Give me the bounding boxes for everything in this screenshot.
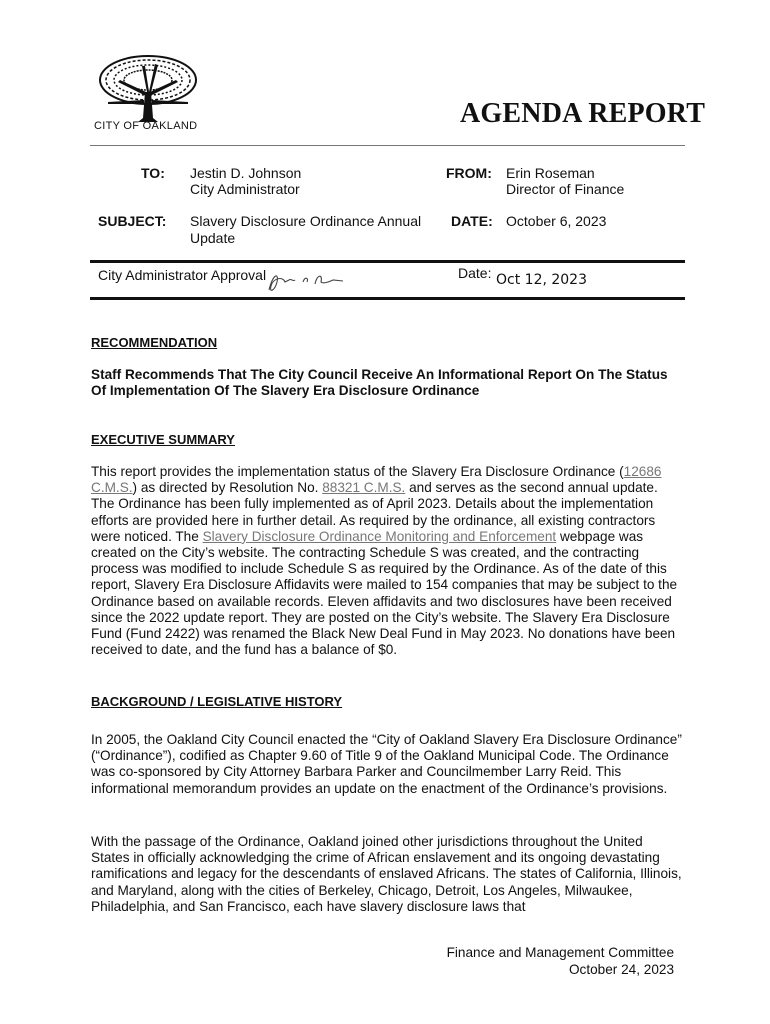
footer-committee: Finance and Management Committee — [446, 945, 674, 960]
background-paragraph-1: In 2005, the Oakland City Council enacted the “City of Oakland Slavery Era Disclosure Ordinance” (“Ordinance”), codified as Chapter 9.60 of Title 9 of the Oakland Municipal Code. The Ordinance was co-sponsored by City Attorney Barbara Parker and Councilmember Larry Reid. This informational memorandum provides an update on the enactment of the Ordinance’s provisions. — [91, 732, 682, 796]
ordinance-link[interactable]: 12686 C.M.S. — [91, 464, 662, 496]
city-logo — [88, 52, 210, 134]
subject-label: SUBJECT: — [98, 213, 167, 229]
subject-line-1: Slavery Disclosure Ordinance Annual — [190, 213, 422, 229]
approval-top-rule — [90, 260, 685, 263]
logo-text: CITY OF OAKLAND — [94, 120, 198, 132]
signature-image — [263, 268, 349, 296]
date-value: October 6, 2023 — [506, 213, 607, 229]
signature-icon — [263, 268, 349, 296]
subject-line-2: Update — [190, 230, 236, 246]
monitoring-webpage-link[interactable]: Slavery Disclosure Ordinance Monitoring and Enforcement — [202, 528, 557, 544]
exec-text-1: This report provides the implementation status of the Slavery Era Disclosure Ordinance ( — [91, 464, 624, 479]
exec-text-4: webpage was created on the City’s website. The contracting Schedule S was created, and the contracting process was modified to include Schedule S as required by the Ordinance. As of the date of this report, Slavery Era Disclosure Affidavits were mailed to 154 companies that may be subject to the Ordinance based on available records. Eleven affidavits and two disclosures have been received since the 2022 update report. They are posted on the City’s website. The Slavery Era Disclosure Fund (Fund 2422) was renamed the Black New Deal Fund in May 2023. No donations have been received to date, and the fund has a balance of $0. — [91, 528, 678, 658]
background-paragraph-2: With the passage of the Ordinance, Oakland joined other jurisdictions throughout the United States in officially acknowledging the crime of African enslavement and its ongoing devastating ramifications and legacy for the descendants of enslaved Africans. The states of California, Illinois, and Maryland, along with the cities of Berkeley, Chicago, Detroit, Los Angeles, Milwaukee, Philadelphia, and San Francisco, each have slavery disclosure laws that — [91, 834, 682, 914]
exec-text-2: ) as directed by Resolution No. — [132, 480, 323, 496]
footer — [447, 944, 674, 978]
approval-date-value: Oct 12, 2023 — [496, 272, 587, 288]
approval-label: City Administrator Approval — [98, 267, 267, 283]
to-name: Jestin D. Johnson — [190, 165, 302, 181]
exec-text-3: and serves as the second annual update. The Ordinance has been fully implemented as of April 2023. Details about the implementation efforts are provided here in further detail. As required by the ordinance, all existing contractors were noticed. The — [91, 480, 658, 544]
to-label: TO: — [141, 165, 165, 181]
date-label: DATE: — [451, 213, 493, 229]
recommendation-text — [91, 367, 683, 399]
from-title: Director of Finance — [506, 181, 625, 197]
approval-date-label: Date: — [458, 265, 492, 281]
recommendation-heading: RECOMMENDATION — [91, 335, 218, 350]
approval-bottom-rule — [90, 297, 685, 300]
header-divider — [90, 145, 685, 146]
executive-summary-heading: EXECUTIVE SUMMARY — [91, 432, 235, 447]
executive-summary-text — [91, 464, 683, 658]
recommendation-body: Staff Recommends That The City Council Receive An Informational Report On The Status Of Implementation Of The Slavery Era Disclosure Ordinance — [91, 367, 668, 399]
from-label: FROM: — [446, 165, 492, 181]
resolution-link[interactable]: 88321 C.M.S. — [322, 480, 406, 496]
from-name: Erin Roseman — [506, 165, 595, 181]
page-title: AGENDA REPORT — [460, 98, 706, 129]
background-heading: BACKGROUND / LEGISLATIVE HISTORY — [91, 694, 343, 709]
footer-date: October 24, 2023 — [568, 962, 674, 977]
to-title: City Administrator — [190, 181, 300, 197]
